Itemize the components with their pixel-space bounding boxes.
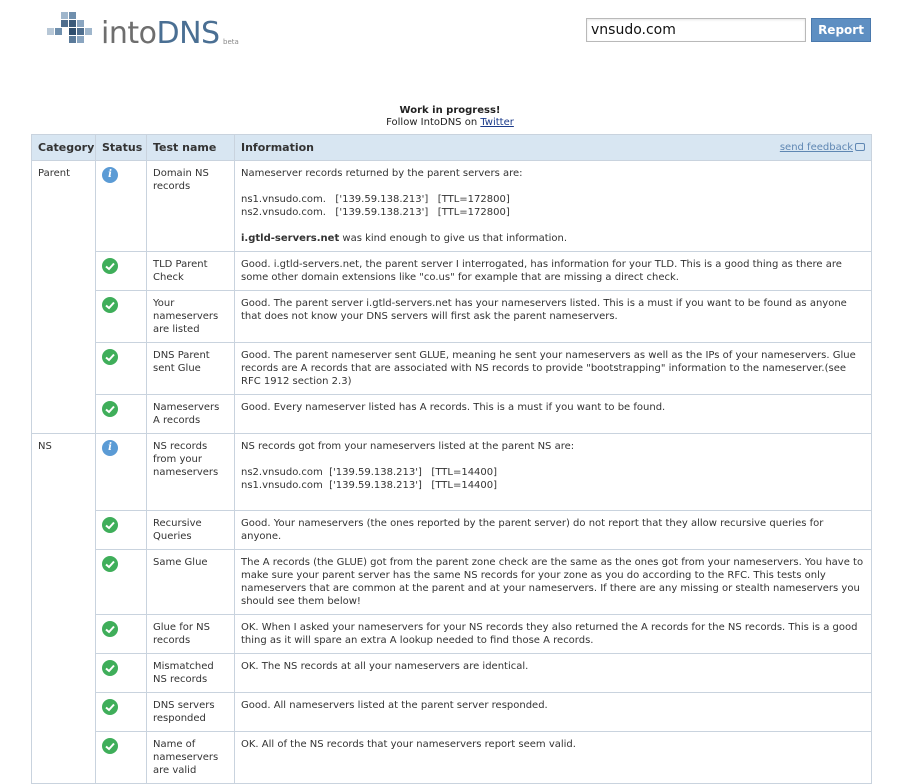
speech-bubble-icon bbox=[855, 143, 865, 151]
table-row bbox=[32, 511, 872, 550]
table-row bbox=[32, 161, 872, 252]
send-feedback-link[interactable] bbox=[780, 141, 865, 154]
information-cell: OK. The NS records at all your nameservers are identical. bbox=[235, 654, 872, 693]
test-name: NS records from your nameservers bbox=[147, 434, 235, 511]
table-row bbox=[32, 395, 872, 434]
header-information-label: Information bbox=[241, 141, 314, 154]
information-cell: OK. All of the NS records that your nameservers report seem valid. bbox=[235, 732, 872, 784]
test-name: TLD Parent Check bbox=[147, 252, 235, 291]
notice-title: Work in progress! bbox=[399, 105, 501, 116]
status-cell bbox=[96, 291, 147, 343]
table-row bbox=[32, 550, 872, 615]
test-name: Nameservers A records bbox=[147, 395, 235, 434]
logo-square bbox=[61, 20, 68, 27]
status-cell bbox=[96, 732, 147, 784]
logo-square bbox=[47, 28, 54, 35]
status-cell bbox=[96, 615, 147, 654]
logo-text bbox=[101, 14, 220, 54]
logo-square bbox=[69, 36, 76, 43]
spacer bbox=[241, 453, 865, 466]
test-name: Your nameservers are listed bbox=[147, 291, 235, 343]
status-cell bbox=[96, 550, 147, 615]
send-feedback-label[interactable]: send feedback bbox=[779, 142, 853, 153]
check-icon bbox=[102, 297, 118, 313]
check-icon bbox=[102, 660, 118, 676]
test-name: Glue for NS records bbox=[147, 615, 235, 654]
table-row bbox=[32, 434, 872, 511]
information-cell bbox=[235, 161, 872, 252]
logo-square bbox=[77, 28, 84, 35]
header-status: Status bbox=[96, 135, 147, 161]
info-icon: i bbox=[102, 167, 118, 183]
spacer bbox=[241, 180, 865, 193]
information-cell: OK. When I asked your nameservers for your NS records they also returned the A records for the NS records. This is a good thing as it will spare an extra A lookup needed to find those A records. bbox=[235, 615, 872, 654]
table-row bbox=[32, 252, 872, 291]
check-icon bbox=[102, 401, 118, 417]
test-name: DNS servers responded bbox=[147, 693, 235, 732]
status-cell bbox=[96, 395, 147, 434]
header-information bbox=[235, 135, 872, 161]
status-cell bbox=[96, 693, 147, 732]
notice-follow-text: Follow IntoDNS on bbox=[386, 117, 481, 128]
twitter-link[interactable]: Twitter bbox=[480, 117, 514, 128]
information-cell: Good. i.gtld-servers.net, the parent server I interrogated, has information for your TLD. This is a good thing as there are some other domain extensions like "co.us" for example that are missing a direct check. bbox=[235, 252, 872, 291]
check-icon bbox=[102, 738, 118, 754]
information-cell: Good. All nameservers listed at the parent server responded. bbox=[235, 693, 872, 732]
test-name: DNS Parent sent Glue bbox=[147, 343, 235, 395]
header-category: Category bbox=[32, 135, 96, 161]
domain-search-input[interactable] bbox=[586, 18, 806, 42]
check-icon bbox=[102, 517, 118, 533]
category-cell: Parent bbox=[32, 161, 96, 434]
ns-record-line: ns1.vnsudo.com ['139.59.138.213'] [TTL=14400] bbox=[241, 480, 498, 491]
spacer bbox=[241, 219, 865, 232]
check-icon bbox=[102, 556, 118, 572]
source-server: i.gtld-servers.net bbox=[241, 233, 340, 244]
work-in-progress-notice bbox=[0, 105, 900, 129]
information-cell: Good. Your nameservers (the ones reported by the parent server) do not report that they allow recursive queries for anyone. bbox=[235, 511, 872, 550]
logo-square bbox=[77, 20, 84, 27]
logo-text-main: into bbox=[101, 16, 157, 51]
logo-square bbox=[55, 28, 62, 35]
status-cell bbox=[96, 161, 147, 252]
info-text: NS records got from your nameservers listed at the parent NS are: bbox=[241, 441, 575, 452]
table-row bbox=[32, 732, 872, 784]
logo-square bbox=[69, 28, 76, 35]
info-icon: i bbox=[102, 440, 118, 456]
status-cell bbox=[96, 434, 147, 511]
test-name: Mismatched NS records bbox=[147, 654, 235, 693]
check-icon bbox=[102, 258, 118, 274]
information-cell: Good. The parent server i.gtld-servers.net has your nameservers listed. This is a must if you want to be found as anyone that does not know your DNS servers will first ask the parent nameservers. bbox=[235, 291, 872, 343]
information-cell: The A records (the GLUE) got from the parent zone check are the same as the ones got from your nameservers. You have to make sure your parent server has the same NS records for your zone as you do according to the RFC. This tests only nameservers that are common at the parent and at your nameservers. If there are any missing or stealth nameservers you should see them below! bbox=[235, 550, 872, 615]
information-cell bbox=[235, 434, 872, 511]
logo-square bbox=[77, 36, 84, 43]
status-cell bbox=[96, 511, 147, 550]
notice-follow bbox=[0, 117, 900, 129]
report-button[interactable]: Report bbox=[811, 18, 871, 42]
status-cell bbox=[96, 252, 147, 291]
test-name: Same Glue bbox=[147, 550, 235, 615]
info-source bbox=[241, 232, 865, 245]
intodns-logo[interactable] bbox=[47, 12, 247, 52]
test-name: Domain NS records bbox=[147, 161, 235, 252]
table-row bbox=[32, 654, 872, 693]
table-header-row bbox=[32, 135, 872, 161]
ns-record-line: ns2.vnsudo.com ['139.59.138.213'] [TTL=14400] bbox=[241, 467, 498, 478]
logo-square bbox=[69, 12, 76, 19]
table-row bbox=[32, 291, 872, 343]
status-cell bbox=[96, 654, 147, 693]
test-name: Name of nameservers are valid bbox=[147, 732, 235, 784]
logo-square bbox=[61, 12, 68, 19]
status-cell bbox=[96, 343, 147, 395]
ns-record-line: ns1.vnsudo.com. ['139.59.138.213'] [TTL=172800] bbox=[241, 194, 510, 205]
info-text: Nameserver records returned by the parent servers are: bbox=[241, 168, 523, 179]
logo-square bbox=[69, 20, 76, 27]
table-row bbox=[32, 343, 872, 395]
table-row bbox=[32, 693, 872, 732]
check-icon bbox=[102, 349, 118, 365]
logo-beta: beta bbox=[223, 38, 239, 46]
ns-record-line: ns2.vnsudo.com. ['139.59.138.213'] [TTL=172800] bbox=[241, 207, 510, 218]
information-cell: Good. Every nameserver listed has A records. This is a must if you want to be found. bbox=[235, 395, 872, 434]
category-cell: NS bbox=[32, 434, 96, 784]
header-test-name: Test name bbox=[147, 135, 235, 161]
source-text: was kind enough to give us that information. bbox=[339, 233, 568, 244]
results-table bbox=[31, 134, 872, 784]
table-row bbox=[32, 615, 872, 654]
logo-text-accent: DNS bbox=[156, 16, 220, 51]
check-icon bbox=[102, 621, 118, 637]
information-cell: Good. The parent nameserver sent GLUE, meaning he sent your nameservers as well as the IPs of your nameservers. Glue records are A records that are associated with NS records to provide "bootstrapping" information to the nameserver.(see RFC 1912 section 2.3) bbox=[235, 343, 872, 395]
check-icon bbox=[102, 699, 118, 715]
logo-square bbox=[85, 28, 92, 35]
test-name: Recursive Queries bbox=[147, 511, 235, 550]
